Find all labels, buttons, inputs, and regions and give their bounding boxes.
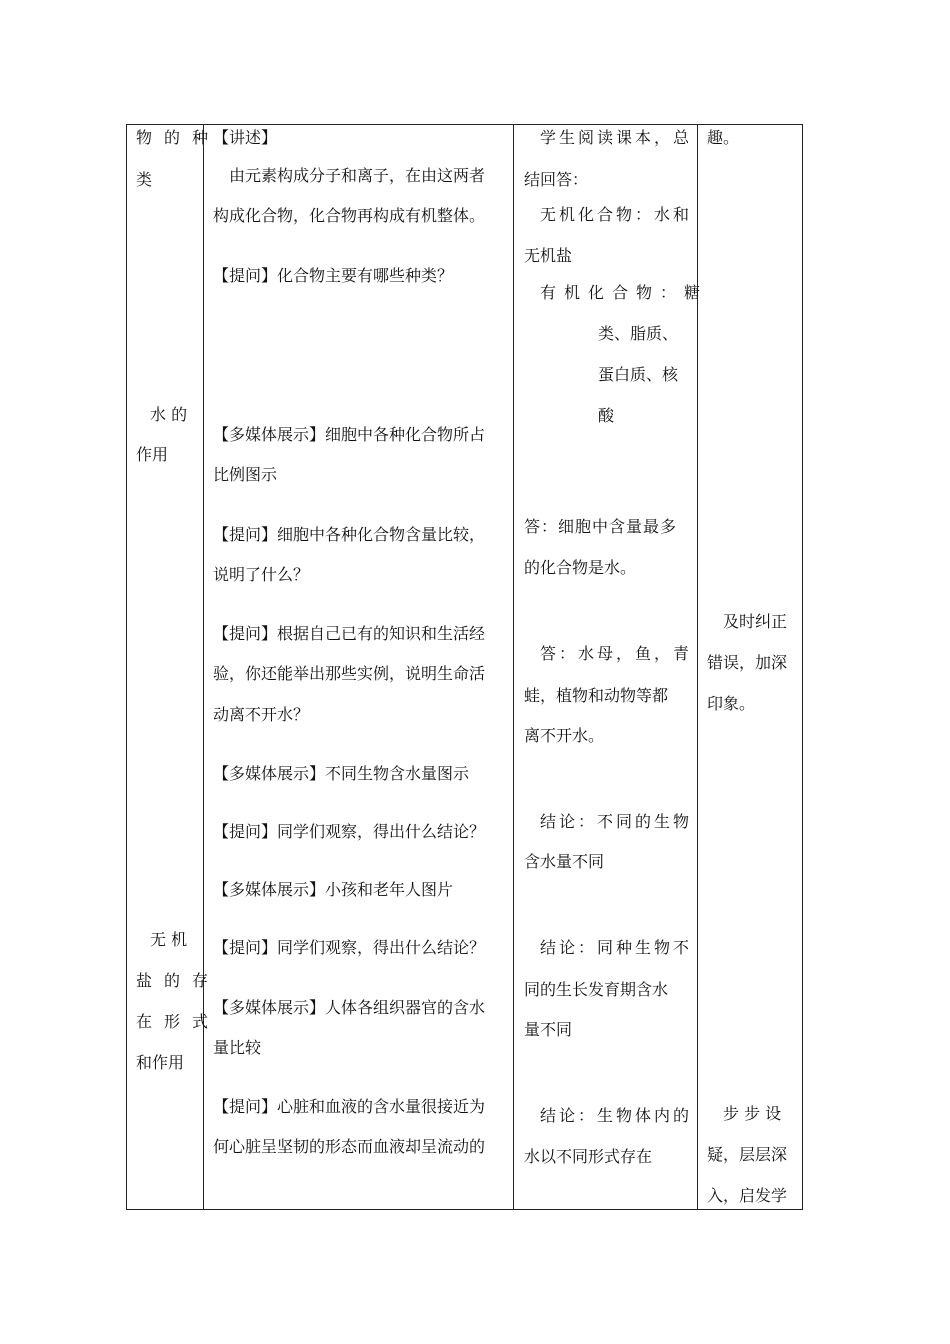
student-text: 含水量不同 xyxy=(524,852,605,871)
student-text: 答：细胞中含量最多 xyxy=(524,517,678,536)
teacher-text: 【讲述】 xyxy=(213,128,278,147)
teacher-text: 【提问】同学们观察，得出什么结论？ xyxy=(213,822,486,841)
intent-text: 趣。 xyxy=(707,128,740,147)
teacher-text: 构成化合物，化合物再构成有机整体。 xyxy=(213,206,486,225)
student-text: 水以不同形式存在 xyxy=(524,1147,653,1166)
teacher-text: 【多媒体展示】细胞中各种化合物所占 xyxy=(213,425,486,444)
student-text: 同的生长发育期含水 xyxy=(524,980,669,999)
topic-text: 在形式 xyxy=(136,1012,221,1031)
intent-text: 疑，层层深 xyxy=(707,1145,788,1164)
student-text: 答：水母，鱼，青 xyxy=(540,644,693,663)
student-text: 有机化合物：糖 xyxy=(540,283,709,302)
teacher-text: 【多媒体展示】人体各组织器官的含水 xyxy=(213,998,486,1017)
student-text: 蛙，植物和动物等都 xyxy=(524,686,669,705)
student-text: 无机盐 xyxy=(524,246,573,265)
teacher-text: 说明了什么？ xyxy=(213,565,310,584)
teacher-text: 【提问】根据自己已有的知识和生活经 xyxy=(213,624,486,643)
teacher-text: 量比较 xyxy=(213,1038,262,1057)
topic-text: 类 xyxy=(136,170,153,189)
intent-text: 入，启发学 xyxy=(707,1186,788,1205)
teacher-text: 比例图示 xyxy=(213,465,278,484)
teacher-text: 由元素构成分子和离子，在由这两者 xyxy=(229,166,486,185)
teacher-text: 【提问】细胞中各种化合物含量比较， xyxy=(213,525,486,544)
teacher-text: 验，你还能举出那些实例，说明生命活 xyxy=(213,664,486,683)
teacher-text: 【提问】同学们观察，得出什么结论？ xyxy=(213,938,486,957)
topic-text: 水 的 xyxy=(150,405,188,424)
topic-text: 无 机 xyxy=(150,930,188,949)
teacher-text: 【提问】化合物主要有哪些种类？ xyxy=(213,266,454,285)
student-text: 结论：生物体内的 xyxy=(540,1106,693,1125)
topic-text: 作用 xyxy=(136,445,169,464)
student-text: 结论：同种生物不 xyxy=(540,938,693,957)
intent-text: 步 步 设 xyxy=(723,1104,782,1123)
intent-text: 印象。 xyxy=(707,694,756,713)
student-text: 学生阅读课本，总 xyxy=(540,128,693,147)
topic-text: 物的种 xyxy=(136,128,221,147)
student-text: 无机化合物：水和 xyxy=(540,205,693,224)
student-text: 离不开水。 xyxy=(524,726,605,745)
teacher-text: 动离不开水？ xyxy=(213,705,310,724)
teacher-text: 【提问】心脏和血液的含水量很接近为 xyxy=(213,1097,486,1116)
intent-text: 及时纠正 xyxy=(723,612,788,631)
student-text: 类、脂质、 xyxy=(598,324,679,343)
teacher-text: 【多媒体展示】小孩和老年人图片 xyxy=(213,880,454,899)
teacher-text: 何心脏呈坚韧的形态而血液却呈流动的 xyxy=(213,1137,486,1156)
intent-text: 错误，加深 xyxy=(707,653,788,672)
topic-text: 和作用 xyxy=(136,1053,185,1072)
student-text: 量不同 xyxy=(524,1020,573,1039)
student-text: 结回答： xyxy=(524,170,589,189)
teacher-text: 【多媒体展示】不同生物含水量图示 xyxy=(213,764,470,783)
student-text: 的化合物是水。 xyxy=(524,558,637,577)
topic-text: 盐的存 xyxy=(136,971,221,990)
student-text: 蛋白质、核 xyxy=(598,365,679,384)
student-text: 结论：不同的生物 xyxy=(540,812,693,831)
student-text: 酸 xyxy=(598,406,615,425)
column-divider xyxy=(203,124,204,1210)
column-divider xyxy=(513,124,514,1210)
